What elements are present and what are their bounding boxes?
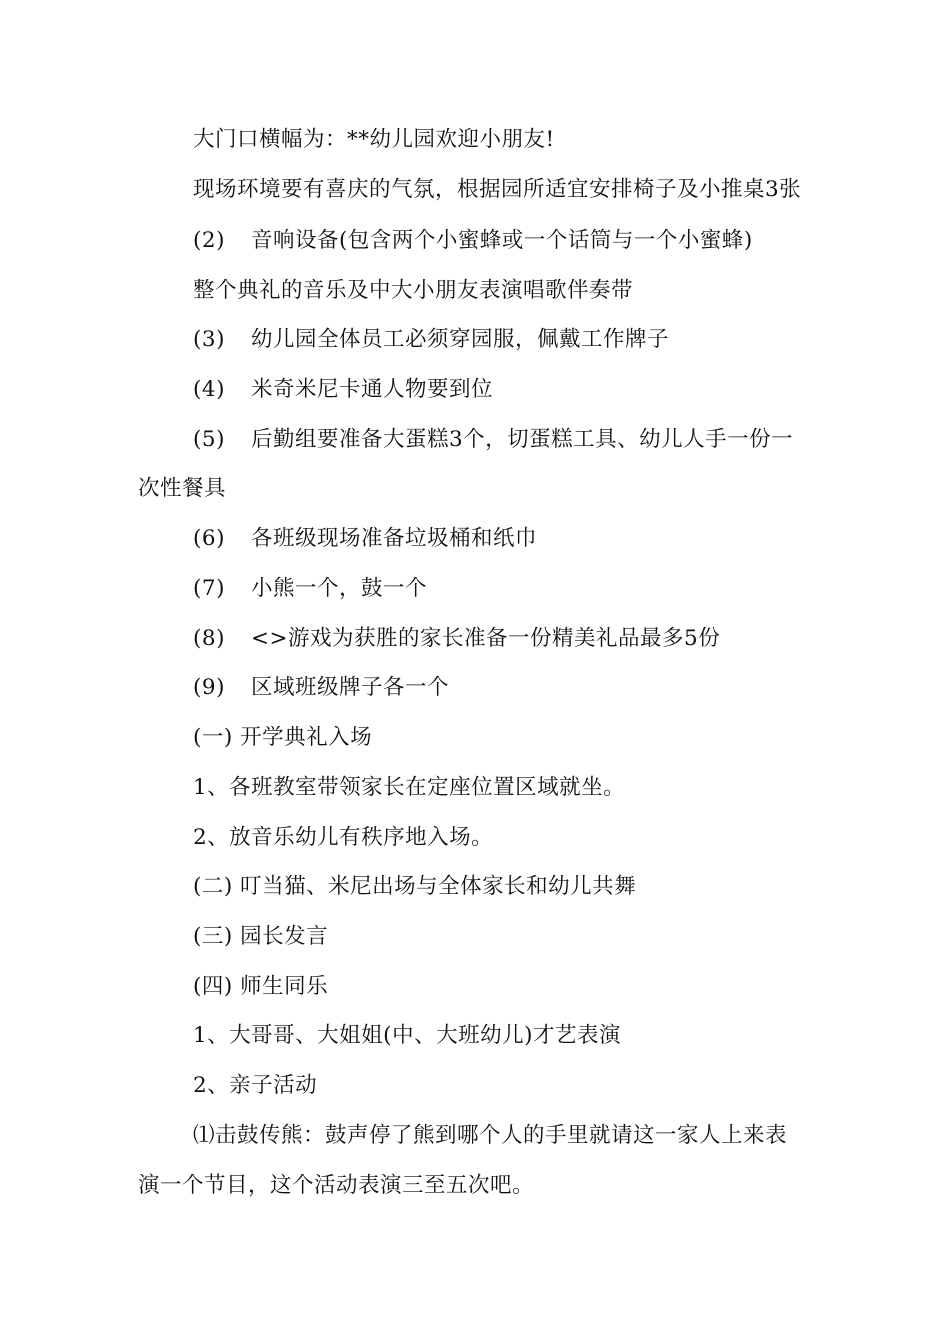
section-heading: (一) 开学典礼入场 (193, 725, 373, 750)
list-item-text: 小熊一个，鼓一个 (251, 576, 428, 601)
list-number: (3) (193, 327, 225, 352)
list-item-text: 米奇米尼卡通人物要到位 (251, 377, 494, 402)
paragraph-line: 1、大哥哥、大姐姐(中、大班幼儿)才艺表演 (193, 1023, 621, 1048)
list-number: (5) (193, 427, 225, 452)
list-number: (8) (193, 626, 225, 651)
list-item-text: 区域班级牌子各一个 (251, 675, 450, 700)
paragraph-line: 大门口横幅为：**幼儿园欢迎小朋友! (193, 127, 555, 152)
list-item (193, 624, 720, 654)
paragraph-line: ⑴击鼓传熊：鼓声停了熊到哪个人的手里就请这一家人上来表 (193, 1123, 788, 1148)
list-number: (7) (193, 576, 225, 601)
list-item-text: <>游戏为获胜的家长准备一份精美礼品最多5份 (251, 626, 721, 651)
list-item-text: 幼儿园全体员工必须穿园服，佩戴工作牌子 (251, 327, 670, 352)
section-heading: (二) 叮当猫、米尼出场与全体家长和幼儿共舞 (193, 874, 637, 899)
list-number: (2) (193, 228, 225, 253)
list-item (193, 226, 753, 256)
section-heading: (四) 师生同乐 (193, 974, 329, 999)
list-item (193, 375, 493, 405)
paragraph-line: 2、放音乐幼儿有秩序地入场。 (193, 825, 494, 850)
list-number: (4) (193, 377, 225, 402)
paragraph-line: 整个典礼的音乐及中大小朋友表演唱歌伴奏带 (193, 278, 634, 303)
list-number: (6) (193, 526, 225, 551)
list-item (193, 673, 449, 703)
list-number: (9) (193, 675, 225, 700)
list-item (193, 425, 793, 455)
paragraph-line: 2、亲子活动 (193, 1073, 318, 1098)
paragraph-line: 1、各班教室带领家长在定座位置区域就坐。 (193, 775, 626, 800)
paragraph-continuation: 演一个节目，这个活动表演三至五次吧。 (138, 1173, 535, 1198)
paragraph-continuation: 次性餐具 (138, 476, 227, 501)
list-item (193, 574, 427, 604)
list-item-text: 各班级现场准备垃圾桶和纸巾 (251, 526, 538, 551)
paragraph-line: 现场环境要有喜庆的气氛，根据园所适宜安排椅子及小推桌3张 (193, 177, 802, 202)
section-heading: (三) 园长发言 (193, 924, 329, 949)
list-item (193, 524, 537, 554)
list-item (193, 325, 669, 355)
list-item-text: 音响设备(包含两个小蜜蜂或一个话筒与一个小蜜蜂) (251, 228, 753, 253)
list-item-text: 后勤组要准备大蛋糕3个，切蛋糕工具、幼儿人手一份一 (251, 427, 794, 452)
